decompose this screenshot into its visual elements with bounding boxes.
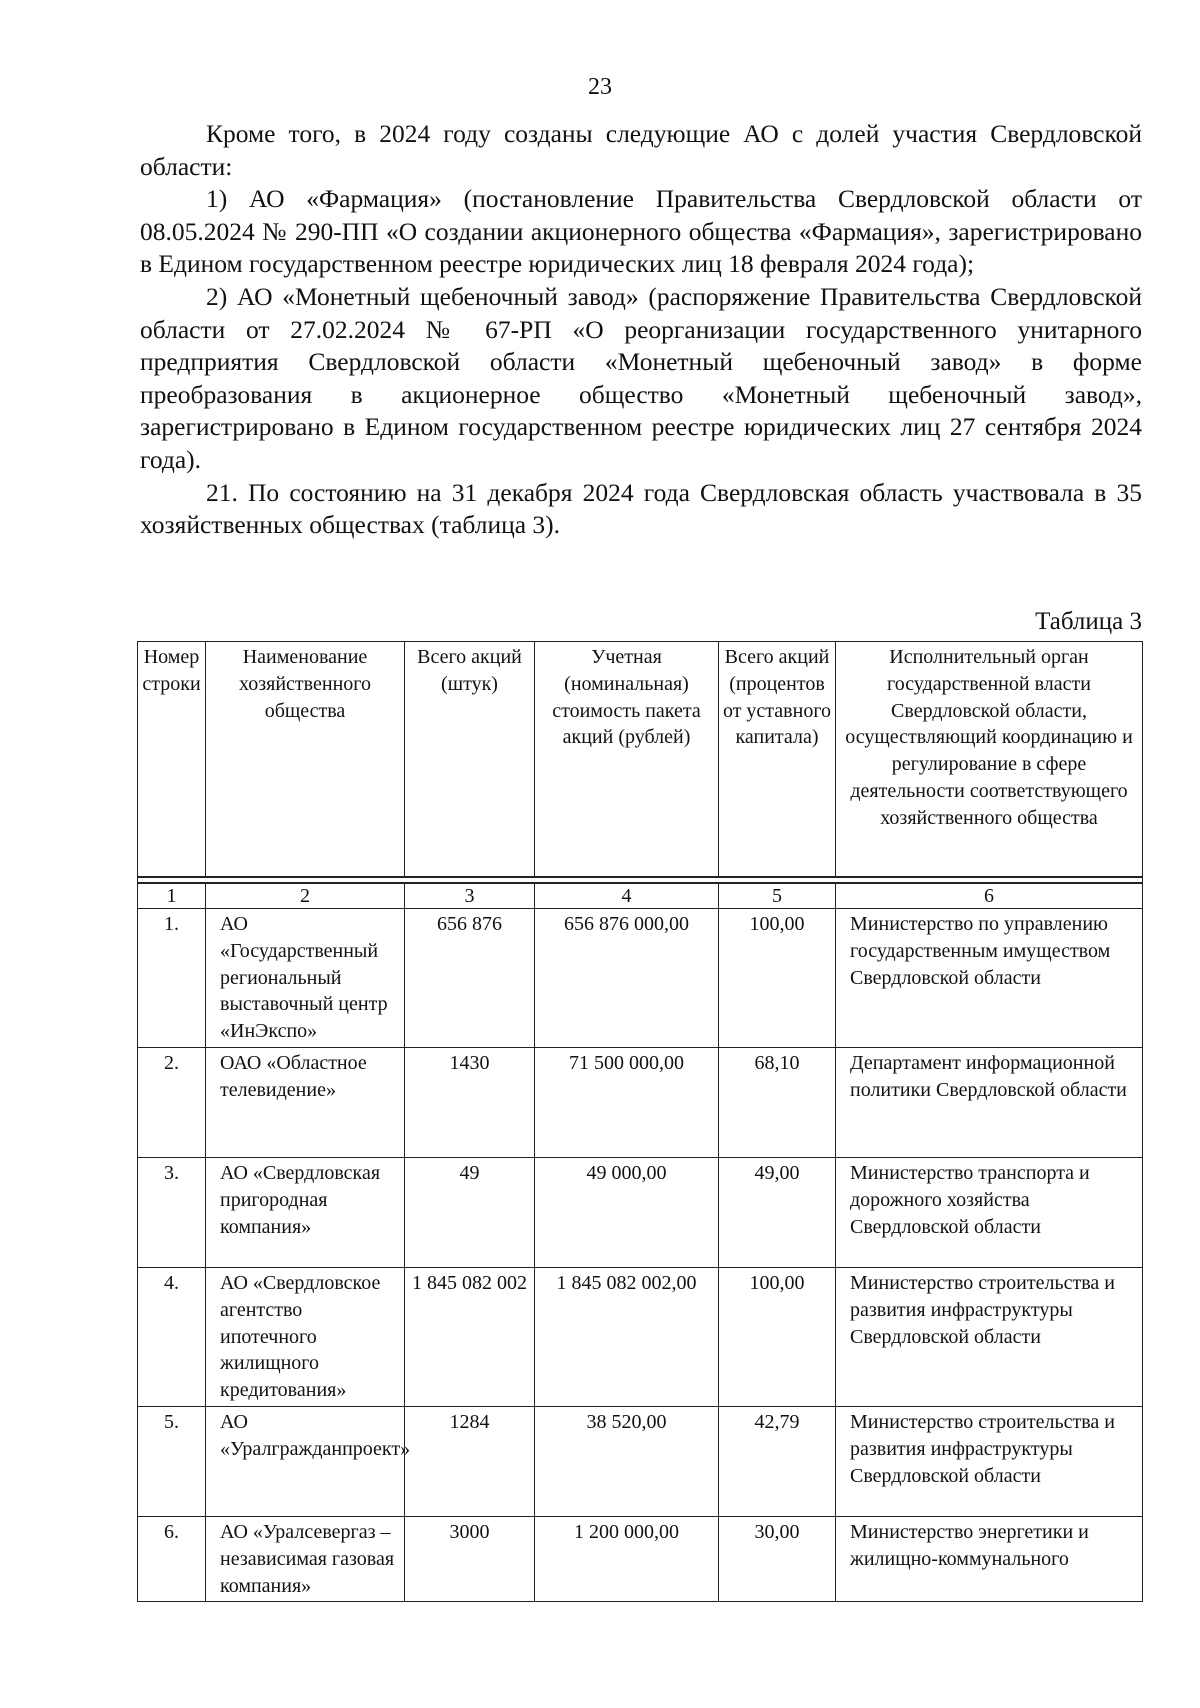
table-header-row bbox=[138, 642, 1143, 878]
column-number: 2 bbox=[206, 883, 405, 909]
company-name: АО «Государственный региональный выставочный центр «ИнЭкспо» bbox=[206, 909, 405, 1048]
total-shares: 1284 bbox=[405, 1406, 535, 1516]
paragraph-21: 21. По состоянию на 31 декабря 2024 года Свердловская область участвовала в 35 хозяйственных обществах (таблица 3). bbox=[140, 477, 1142, 540]
row-number: 3. bbox=[138, 1157, 206, 1267]
shareholdings-table bbox=[137, 641, 1143, 1602]
nominal-value: 1 200 000,00 bbox=[535, 1516, 719, 1601]
row-number: 5. bbox=[138, 1406, 206, 1516]
authority: Министерство по управлению государственным имуществом Свердловской области bbox=[836, 909, 1143, 1048]
paragraph-intro: Кроме того, в 2024 году созданы следующие АО с долей участия Свердловской области: bbox=[140, 119, 1142, 181]
share-percent: 100,00 bbox=[719, 909, 836, 1048]
body-text bbox=[140, 118, 1142, 542]
nominal-value: 38 520,00 bbox=[535, 1406, 719, 1516]
company-name: АО «Свердловское агентство ипотечного жилищного кредитования» bbox=[206, 1267, 405, 1406]
column-number: 1 bbox=[138, 883, 206, 909]
company-name: ОАО «Областное телевидение» bbox=[206, 1047, 405, 1157]
share-percent: 42,79 bbox=[719, 1406, 836, 1516]
total-shares: 1 845 082 002 bbox=[405, 1267, 535, 1406]
row-number: 1. bbox=[138, 909, 206, 1048]
column-number: 6 bbox=[836, 883, 1143, 909]
table-row bbox=[138, 1047, 1143, 1157]
company-name: АО «Уралсевергаз – независимая газовая компания» bbox=[206, 1516, 405, 1601]
table-caption: Таблица 3 bbox=[1035, 608, 1142, 635]
authority: Министерство строительства и развития инфраструктуры Свердловской области bbox=[836, 1406, 1143, 1516]
table-row bbox=[138, 1157, 1143, 1267]
header-company-name: Наименование хозяйственного общества bbox=[206, 642, 405, 878]
paragraph-item-1: 1) АО «Фармация» (постановление Правительства Свердловской области от 08.05.2024 № 290-ПП «О создании акционерного общества «Фармация», зарегистрировано в Едином государственном реестре юридических лиц 18 февраля 2024 года); bbox=[140, 184, 1142, 279]
authority: Министерство строительства и развития инфраструктуры Свердловской области bbox=[836, 1267, 1143, 1406]
header-nominal-value: Учетная (номинальная) стоимость пакета акций (рублей) bbox=[535, 642, 719, 878]
total-shares: 1430 bbox=[405, 1047, 535, 1157]
total-shares: 3000 bbox=[405, 1516, 535, 1601]
row-number: 6. bbox=[138, 1516, 206, 1601]
table-row bbox=[138, 1406, 1143, 1516]
nominal-value: 49 000,00 bbox=[535, 1157, 719, 1267]
share-percent: 49,00 bbox=[719, 1157, 836, 1267]
row-number: 4. bbox=[138, 1267, 206, 1406]
company-name: АО «Свердловская пригородная компания» bbox=[206, 1157, 405, 1267]
share-percent: 68,10 bbox=[719, 1047, 836, 1157]
table-row bbox=[138, 1516, 1143, 1601]
company-name: АО «Уралгражданпроект» bbox=[206, 1406, 405, 1516]
authority: Департамент информационной политики Свердловской области bbox=[836, 1047, 1143, 1157]
table-row bbox=[138, 1267, 1143, 1406]
header-authority: Исполнительный орган государственной власти Свердловской области, осуществляющий координацию и регулирование в сфере деятельности соответствующего хозяйственного общества bbox=[836, 642, 1143, 878]
column-number: 3 bbox=[405, 883, 535, 909]
column-number-row bbox=[138, 883, 1143, 909]
nominal-value: 1 845 082 002,00 bbox=[535, 1267, 719, 1406]
authority: Министерство энергетики и жилищно-коммунального bbox=[836, 1516, 1143, 1601]
total-shares: 49 bbox=[405, 1157, 535, 1267]
table-row bbox=[138, 909, 1143, 1048]
column-number: 5 bbox=[719, 883, 836, 909]
nominal-value: 71 500 000,00 bbox=[535, 1047, 719, 1157]
page-number: 23 bbox=[588, 74, 612, 100]
share-percent: 100,00 bbox=[719, 1267, 836, 1406]
column-number: 4 bbox=[535, 883, 719, 909]
paragraph-item-2: 2) АО «Монетный щебеночный завод» (распоряжение Правительства Свердловской области от 27.02.2024 № 67-РП «О реорганизации государственного унитарного предприятия Свердловской области «Монетный щебеночный завод» в форме преобразования в акционерное общество «Монетный щебеночный завод», зарегистрировано в Едином государственном реестре юридических лиц 27 сентября 2024 года). bbox=[140, 281, 1142, 474]
authority: Министерство транспорта и дорожного хозяйства Свердловской области bbox=[836, 1157, 1143, 1267]
row-number: 2. bbox=[138, 1047, 206, 1157]
header-row-number: Номер строки bbox=[138, 642, 206, 878]
total-shares: 656 876 bbox=[405, 909, 535, 1048]
header-share-percent: Всего акций (процентов от уставного капитала) bbox=[719, 642, 836, 878]
nominal-value: 656 876 000,00 bbox=[535, 909, 719, 1048]
share-percent: 30,00 bbox=[719, 1516, 836, 1601]
header-total-shares: Всего акций (штук) bbox=[405, 642, 535, 878]
